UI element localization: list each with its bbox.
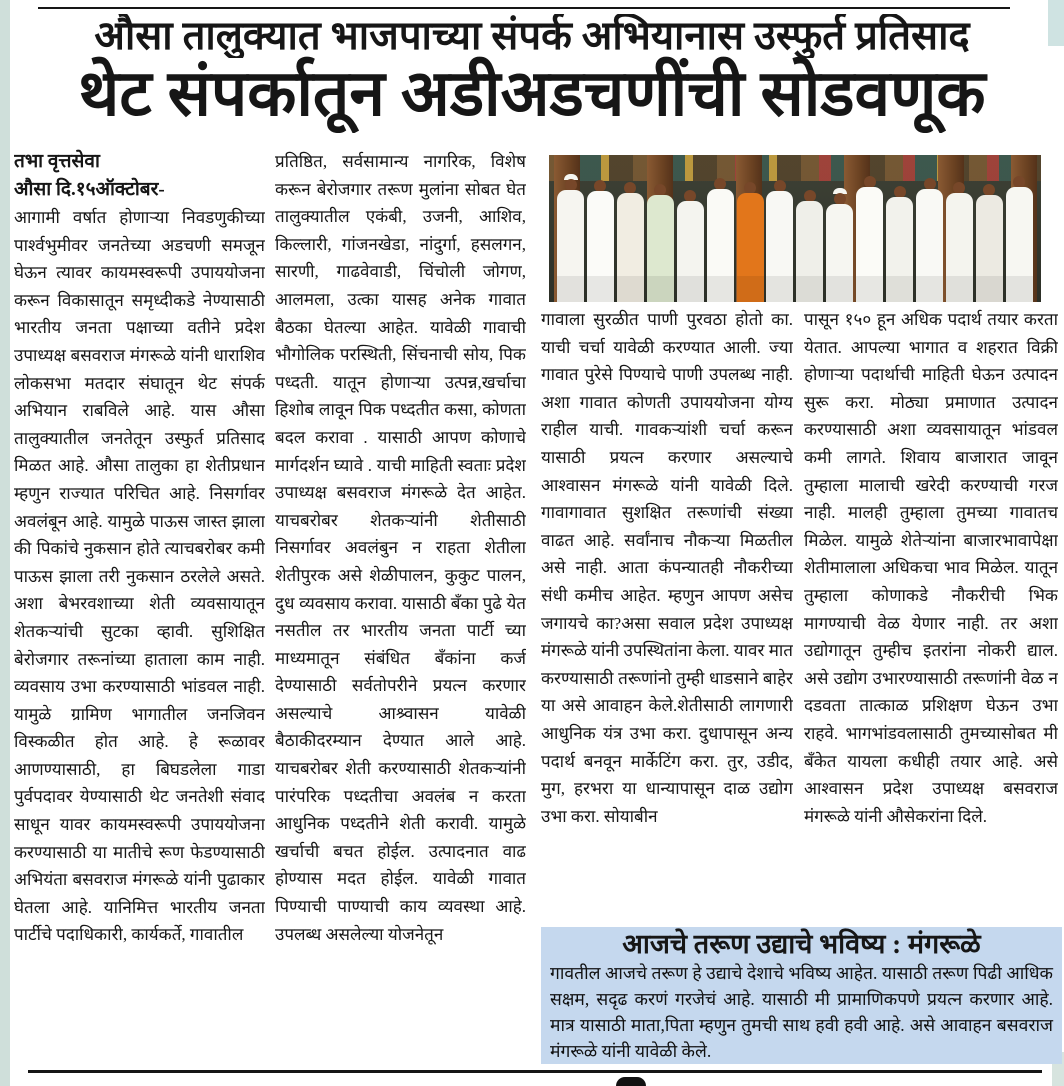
photo-person bbox=[886, 186, 913, 302]
article-text-3: गावाला सुरळीत पाणी पुरवठा होतो का. याची चर्चा यावेळी करण्यात आली. ज्या गावात पुरेसे पिण्याचे पाणी उपलब्ध नाही. अशा गावात कोणती उपाययोजना योग्य राहील याची. गावकऱ्यांशी चर्चा करून यासाठी प्रयत्न करणार असल्याचे आश्वासन मंगरूळे यांनी यावेळी दिले. गावागावात सुशक्षित तरूणांची संख्या वाढत आहे. सर्वांनाच नौकऱ्या मिळतील असे नाही. आता कंपन्यातही नौकरीच्या संधी कमीच आहेत. म्हणुन आपण असेच जगायचे का?असा सवाल प्रदेश उपाध्यक्ष मंगरूळे यांनी उपस्थितांना केला. यावर मात करण्यासाठी तरूणांनो तुम्ही धाडसाने बाहेर या असे आवाहन केले.शेतीसाठी लागणारी आधुनिक यंत्र उभा करा. दुधापासून अन्य पदार्थ बनवून मार्केटिंग करा. तुर, उडीद, मुग, हरभरा या धान्यापासून दाळ उद्योग उभा करा. सोयाबीन bbox=[541, 310, 793, 826]
article-column-3 bbox=[541, 306, 793, 926]
photo-people-row bbox=[549, 155, 1041, 302]
scan-edge-left bbox=[0, 0, 10, 1086]
main-headline: थेट संपर्कातून अडीअडचणींची सोडवणूक bbox=[78, 58, 986, 129]
article-column-2 bbox=[275, 148, 526, 1064]
photo-person bbox=[1006, 176, 1033, 302]
kicker-headline: औसा तालुक्यात भाजपाच्या संपर्क अभियानास उस्फुर्त प्रतिसाद bbox=[94, 14, 970, 58]
photo-person bbox=[796, 190, 823, 302]
group-photo bbox=[549, 155, 1041, 302]
highlight-body: गावतील आजचे तरूण हे उद्याचे देशाचे भविष्य आहेत. यासाठी तरूण पिढी आधिक सक्षम, सदृढ करणं गरजेचं आहे. यासाठी मी प्रामाणिकपणे प्रयत्न करणार आहे. मात्र यासाठी माता,पिता म्हणुन तुमची साथ हवी हवी आहे. असे आवाहन बसवराज मंगरूळे यांनी यावेळी केले. bbox=[550, 963, 1053, 1061]
highlight-heading: आजचे तरूण उद्याचे भविष्य : मंगरूळे bbox=[622, 929, 981, 959]
highlight-box bbox=[541, 927, 1062, 1064]
photo-person bbox=[946, 182, 973, 302]
byline bbox=[14, 148, 265, 204]
photo-person bbox=[677, 190, 704, 302]
photo-person bbox=[737, 182, 764, 302]
photo-person bbox=[856, 176, 883, 302]
photo-person bbox=[976, 184, 1003, 302]
article-column-4 bbox=[804, 306, 1058, 926]
photo-person bbox=[587, 180, 614, 302]
scan-edge-right-top bbox=[1048, 0, 1064, 46]
byline-dateline: औसा दि.१५ऑक्टोबर- bbox=[14, 179, 165, 200]
photo-person bbox=[916, 178, 943, 302]
photo-person bbox=[707, 178, 734, 302]
cropped-logo-mark bbox=[616, 1077, 646, 1086]
photo-person bbox=[647, 184, 674, 302]
photo-person bbox=[617, 182, 644, 302]
photo-person bbox=[826, 188, 853, 302]
photo-person bbox=[557, 174, 584, 302]
bottom-rule bbox=[28, 1070, 1042, 1073]
article-text-1: आगामी वर्षात होणाऱ्या निवडणुकीच्या पार्श्वभुमीवर जनतेच्या अडचणी समजून घेऊन त्यावर कायमस्वरूपी उपाययोजना करून विकासातून समृध्दीकडे नेण्यासाठी भारतीय जनता पक्षाच्या वतीने प्रदेश उपाध्यक्ष बसवराज मंगरूळे यांनी धाराशिव लोकसभा मतदार संघातून थेट संपर्क अभियान राबविले आहे. यास औसा तालुक्यातील जनतेतून उस्फुर्त प्रतिसाद मिळत आहे. औसा तालुका हा शेतीप्रधान म्हणुन राज्यात परिचित आहे. निसर्गावर अवलंबून आहे. यामुळे पाऊस जास्त झाला की पिकांचे नुकसान होते त्याचबरोबर कमी पाऊस झाला तरी नुकसान ठरलेले असते. अशा बेभरवशाच्या शेती व्यवसायातून शेतकऱ्यांची सुटका व्हावी. सुशिक्षित बेरोजगार तरूनांच्या हाताला काम नाही. व्यवसाय उभा करण्यासाठी भांडवल नाही. यामुळे ग्रामिण भागातील जनजिवन विस्कळीत होत आहे. हे रूळावर आणण्यासाठी, हा बिघडलेला गाडा पुर्वपदावर येण्यासाठी थेट जनतेशी संवाद साधून यावर कायमस्वरूपी उपाययोजना करण्यासाठी या मातीचे रूण फेडण्यासाठी अभियंता बसवराज मंगरूळे यांनी पुढाकार घेतला आहे. यानिमित्त भारतीय जनता पार्टीचे पदाधिकारी, कार्यकर्ते, गावातील bbox=[14, 208, 265, 945]
top-rule bbox=[38, 7, 1010, 9]
article-column-1 bbox=[14, 148, 265, 1064]
photo-person bbox=[766, 180, 793, 302]
article-text-4: पासून १५० हून अधिक पदार्थ तयार करता येतात. आपल्या भागात व शहरात विक्री होणाऱ्या पदार्थाची माहिती घेऊन उत्पादन सुरू करा. मोठ्या प्रमाणात उत्पादन करण्यासाठी अशा व्यवसायातून भांडवल कमी लागते. शिवाय बाजारात जावून तुम्हाला मालाची खरेदी करण्याची गरज नाही. मालही तुम्हाला तुमच्या गावातच मिळेल. यामुळे शेतेऱ्यांना बाजारभावापेक्षा शेतीमालाला अधिकचा भाव मिळेल. यातून तुम्हाला कोणाकडे नौकरीची भिक मागण्याची वेळ येणार नाही. तर अशा उद्योगातून तुम्हीच इतरांना नोकरी द्याल. असे उद्योग उभारण्यासाठी तरूणांनी वेळ न दडवता तात्काळ प्रशिक्षण घेऊन उभा राहवे. भागभांडवलासाठी तुमच्यासोबत मी बँकेत यायला कधीही तयार आहे. असे आश्वासन प्रदेश उपाध्यक्ष बसवराज मंगरूळे यांनी औसेकरांना दिले. bbox=[804, 310, 1058, 826]
byline-agency: तभा वृत्तसेवा bbox=[14, 151, 100, 172]
article-text-2: प्रतिष्ठित, सर्वसामान्य नागरिक, विशेष करून बेरोजगार तरूण मुलांना सोबत घेत तालुक्यातील एकंबी, उजनी, आशिव, किल्लारी, गांजनखेडा, नांदुर्गा, हसलगन, सारणी, गाढवेवाडी, चिंचोली जोगण, आलमला, उत्का यासह अनेक गावात बैठका घेतल्या आहेत. यावेळी गावाची भौगोलिक परस्थिती, सिंचनाची सोय, पिक पध्दती. यातून होणाऱ्या उत्पन्न,खर्चाचा हिशोब लावून पिक पध्दतीत कसा, कोणता बदल करावा . यासाठी आपण कोणाचे मार्गदर्शन घ्यावे . याची माहिती स्वताः प्रदेश उपाध्यक्ष बसवराज मंगरूळे देत आहेत. याचबरोबर शेतकऱ्यांनी शेतीसाठी निसर्गावर अवलंबुन न राहता शेतीला शेतीपुरक असे शेळीपालन, कुकुट पालन, दुध व्यवसाय करावा. यासाठी बँका पुढे येत नसतील तर भारतीय जनता पार्टी च्या माध्यमातून संबंधित बँकांना कर्ज देण्यासाठी सर्वतोपरीने प्रयत्न करणार असल्याचे आश्र्वासन यावेळी बैठाकीदरम्यान देण्यात आले आहे. याचबरोबर शेती करण्यासाठी शेतकऱ्यांनी पारंपरिक पध्दतीचा अवलंब न करता आधुनिक पध्दतीने शेती करावी. यामुळे खर्चाची बचत होईल. उत्पादनात वाढ होण्यास मदत होईल. यावेळी गावात पिण्याची पाण्याची काय व्यवस्था आहे. उपलब्ध असलेल्या योजनेतून bbox=[275, 152, 526, 944]
